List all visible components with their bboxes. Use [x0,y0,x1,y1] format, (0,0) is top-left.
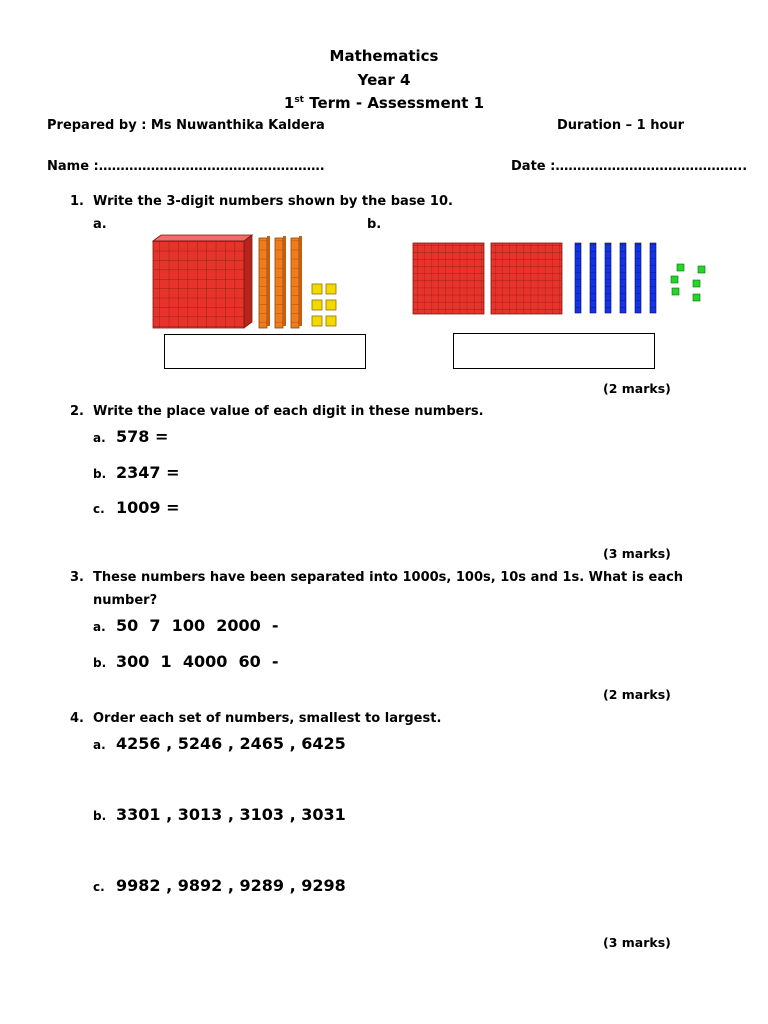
hundred-flat-1 [413,243,484,314]
base10-blocks-b [410,238,710,318]
q2b-value: 2347 = [116,463,180,482]
year-title: Year 4 [357,71,411,89]
date-field[interactable]: Date :…………………………………….. [511,159,748,174]
prepared-by: Prepared by : Ms Nuwanthika Kaldera [47,118,325,133]
base10-blocks-a [150,232,360,332]
q1-marks: (2 marks) [603,381,671,396]
q2-marks: (3 marks) [603,546,671,561]
q3a-value: 50 7 100 2000 - [116,616,279,635]
q2a-value: 578 = [116,427,169,446]
answer-box-b[interactable] [453,333,655,369]
q4c-value: 9982 , 9892 , 9289 , 9298 [116,876,346,895]
q4c-label: c. [93,880,105,894]
term-superscript: st [294,95,304,105]
q1a-label: a. [93,217,107,232]
q3b-value: 300 1 4000 60 - [116,652,279,671]
q3-marks: (2 marks) [603,687,671,702]
term-title [0,94,768,112]
hundred-flat [153,235,252,328]
duration: Duration – 1 hour [557,118,685,133]
q3a-label: a. [93,620,106,634]
q4-text: Order each set of numbers, smallest to largest. [93,711,442,726]
q4-number: 4. [70,711,84,726]
unit-cubes [312,284,336,326]
term-number: 1 [283,94,295,112]
q1b-label: b. [367,217,382,232]
q4-marks: (3 marks) [603,935,671,950]
q3-number: 3. [70,570,84,585]
q2b-label: b. [93,467,107,481]
unit-cubes-green [671,264,705,301]
q2-text: Write the place value of each digit in these numbers. [93,404,484,419]
ten-sticks-blue [575,243,656,313]
q2c-value: 1009 = [116,498,180,517]
term-rest: Term - Assessment 1 [303,94,485,112]
q4b-value: 3301 , 3013 , 3103 , 3031 [116,805,346,824]
q3b-label: b. [93,656,107,670]
q2c-label: c. [93,502,105,516]
ten-sticks [259,236,302,328]
answer-box-a[interactable] [164,334,366,369]
subject-title: Mathematics [329,47,439,65]
hundred-flat-2 [491,243,562,314]
q2a-label: a. [93,431,106,445]
q3-text-line2: number? [93,593,158,608]
q3-text-line1: These numbers have been separated into 1000s, 100s, 10s and 1s. What is each [93,570,684,585]
q4a-value: 4256 , 5246 , 2465 , 6425 [116,734,346,753]
name-field[interactable]: Name :……………………………………………. [47,159,325,174]
q2-number: 2. [70,404,84,419]
q1-number: 1. [70,194,84,209]
q1-text: Write the 3-digit numbers shown by the base 10. [93,194,453,209]
q4b-label: b. [93,809,107,823]
q4a-label: a. [93,738,106,752]
